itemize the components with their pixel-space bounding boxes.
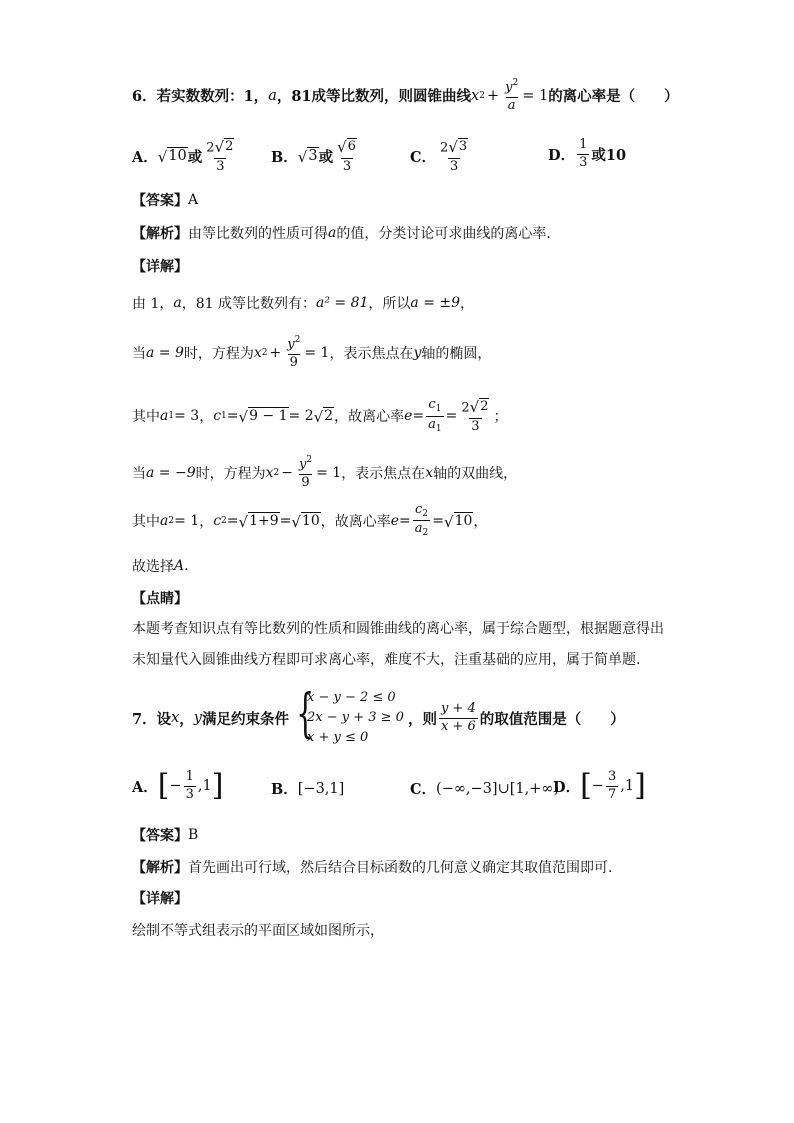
option-7b: B． [−3,1]: [271, 780, 345, 798]
option-7c: C． (−∞,−3]∪[1,+∞): [410, 780, 560, 798]
option-6c: C． 2 √ 3 3: [410, 137, 468, 174]
q7-detail-line1: 绘制不等式组表示的平面区域如图所示，: [132, 923, 384, 939]
q6-answer: 【答案】 A: [132, 192, 199, 209]
option-7d: D． [ − $\frac{3}{7}$ ,1 ]: [553, 768, 646, 804]
question-7-stem: 7．设 x ， y 满足约束条件 { x − y − 2 ≤ 0 2x − y + 3 ≥ 0 x + y ≤ 0 ，则 $\frac{y + 4}{x + 6}$ 的取值范围是（ ）: [132, 688, 625, 748]
option-6b: B． √ 3 或 √ 6 3: [271, 137, 356, 174]
q7-detail-heading: 【详解】: [132, 891, 188, 907]
option-7a: A． [ − $\frac{1}{3}$ ,1 ]: [132, 768, 224, 804]
q6-detail-line1: 由 1， a ，81 成等比数列有： a² = 81 ，所以 a = ±9 ，: [132, 295, 475, 312]
q6-analysis: 【解析】 由等比数列的性质可得 a 的值，分类讨论可求曲线的离心率．: [132, 225, 561, 242]
q6-comment: 本题考查知识点有等比数列的性质和圆锥曲线的离心率，属于综合题型，根据题意得出未知量代入圆锥曲线方程即可求离心率，难度不大，注重基础的应用，属于简单题.: [132, 621, 664, 668]
constraint-system: { x − y − 2 ≤ 0 2x − y + 3 ≥ 0 x + y ≤ 0: [296, 684, 404, 745]
q6-detail-line4: 当 a = −9 时，方程为 x 2 − $\frac{y^2}{9}$ = 1 ，表示焦点在 x 轴的双曲线，: [132, 455, 518, 490]
q7-analysis: 【解析】 首先画出可行域，然后结合目标函数的几何意义确定其取值范围即可.: [132, 860, 613, 876]
q6-comment-heading: 【点睛】: [132, 591, 188, 607]
q6-fraction: $\frac{y^2}{a}$: [505, 78, 519, 113]
q6-detail-heading: 【详解】: [132, 259, 188, 275]
q6-choose: 故选择 A.: [132, 558, 189, 575]
option-6a: A． √ 10 或 2 √ 2 3: [132, 137, 234, 174]
q6-detail-line3: 其中 a 1 = 3 ， c 1 = √ 9 − 1 = 2 √ 2 ，故离心率 e = $\frac{c_1}{a_1}$ = 2 √ 2 3 ；: [132, 397, 508, 434]
option-6d: D． $\frac{1}{3}$ 或10: [548, 137, 627, 170]
q6-detail-line2: 当 a = 9 时，方程为 x 2 + $\frac{y^2}{9}$ = 1 ，表示焦点在 y 轴的椭圆，: [132, 335, 492, 370]
question-6-stem: 6．若实数数列：1， a ，81成等比数列，则圆锥曲线 x 2 + $\frac{y^2}{a}$ = 1 的离心率是（ ）: [132, 78, 679, 113]
q7-answer: 【答案】 B: [132, 827, 199, 844]
q6-detail-line5: 其中 a 2 = 1 ， c 2 = √ 1+9 = √ 10 ，故离心率 e = $\frac{c_2}{a_2}$ = √ 10 ，: [132, 502, 488, 539]
